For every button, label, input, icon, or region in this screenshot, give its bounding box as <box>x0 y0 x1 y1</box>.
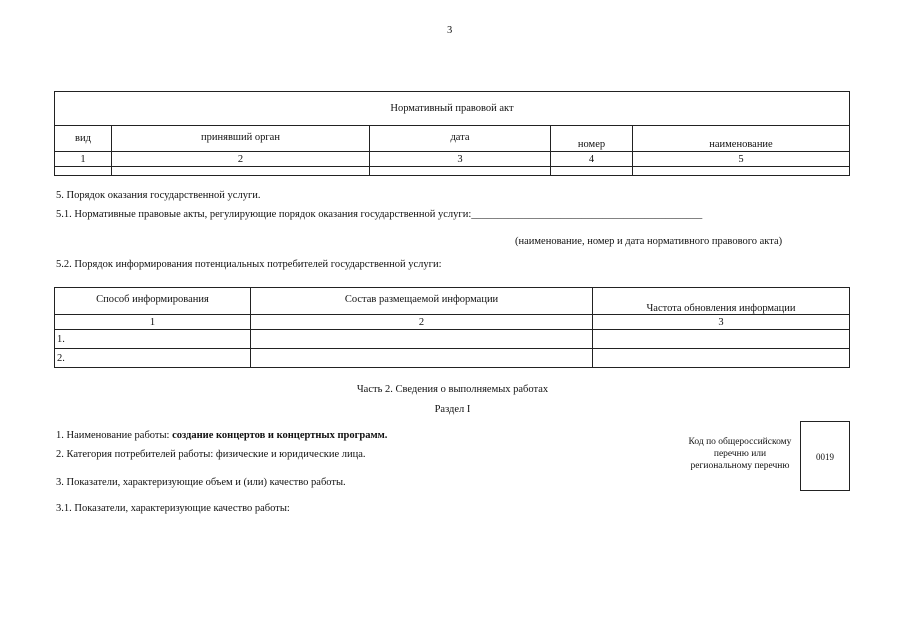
empty-cell <box>593 330 850 349</box>
empty-cell <box>55 167 112 176</box>
code-label-line: региональному перечню <box>690 461 790 471</box>
empty-cell <box>551 167 633 176</box>
section51-note: (наименование, номер и дата нормативного правового акта) <box>515 236 783 247</box>
empty-cell <box>251 330 593 349</box>
consumer-category: 2. Категория потребителей работы: физические и юридические лица. <box>56 449 366 460</box>
empty-cell <box>251 349 593 368</box>
col-number: 1 <box>55 152 112 167</box>
section51-text: 5.1. Нормативные правовые акты, регулирующие порядок оказания государственной услуги:____________________________________________ <box>56 209 703 220</box>
code-box <box>800 421 850 491</box>
code-label-line: Код по общероссийскому <box>688 437 792 447</box>
info-table <box>54 287 850 368</box>
header-number: номер <box>551 126 633 152</box>
legal-act-table-title: Нормативный правовой акт <box>55 92 850 126</box>
header-frequency: Частота обновления информации <box>593 288 850 315</box>
col-number: 3 <box>593 315 850 330</box>
table-row-label: 2. <box>55 349 251 368</box>
section5-title: 5. Порядок оказания государственной услуги. <box>56 190 261 201</box>
quality-indicators-text: 3.1. Показатели, характеризующие качество работы: <box>56 503 290 514</box>
header-method: Способ информирования <box>55 288 251 315</box>
empty-cell <box>112 167 370 176</box>
header-name: наименование <box>633 126 850 152</box>
empty-cell <box>593 349 850 368</box>
header-vid: вид <box>55 126 112 152</box>
empty-cell <box>370 167 551 176</box>
section52-text: 5.2. Порядок информирования потенциальных потребителей государственной услуги: <box>56 259 442 270</box>
col-number: 4 <box>551 152 633 167</box>
col-number: 2 <box>112 152 370 167</box>
code-label-line: перечню или <box>713 449 767 459</box>
code-value: 0019 <box>816 452 834 462</box>
code-label <box>680 436 800 472</box>
legal-act-table <box>54 91 850 176</box>
work-name-label: 1. Наименование работы: <box>56 430 173 441</box>
table-row-label: 1. <box>55 330 251 349</box>
work-name <box>56 430 387 442</box>
section-title: Раздел I <box>434 404 471 415</box>
work-name-value: создание концертов и концертных программ. <box>172 430 388 441</box>
header-organ: принявший орган <box>112 126 370 152</box>
part2-title: Часть 2. Сведения о выполняемых работах <box>356 384 549 395</box>
header-content: Состав размещаемой информации <box>251 288 593 315</box>
col-number: 5 <box>633 152 850 167</box>
col-number: 3 <box>370 152 551 167</box>
indicators-text: 3. Показатели, характеризующие объем и (или) качество работы. <box>56 477 346 488</box>
page-number: 3 <box>447 25 453 36</box>
col-number: 2 <box>251 315 593 330</box>
empty-cell <box>633 167 850 176</box>
header-date: дата <box>370 126 551 152</box>
col-number: 1 <box>55 315 251 330</box>
